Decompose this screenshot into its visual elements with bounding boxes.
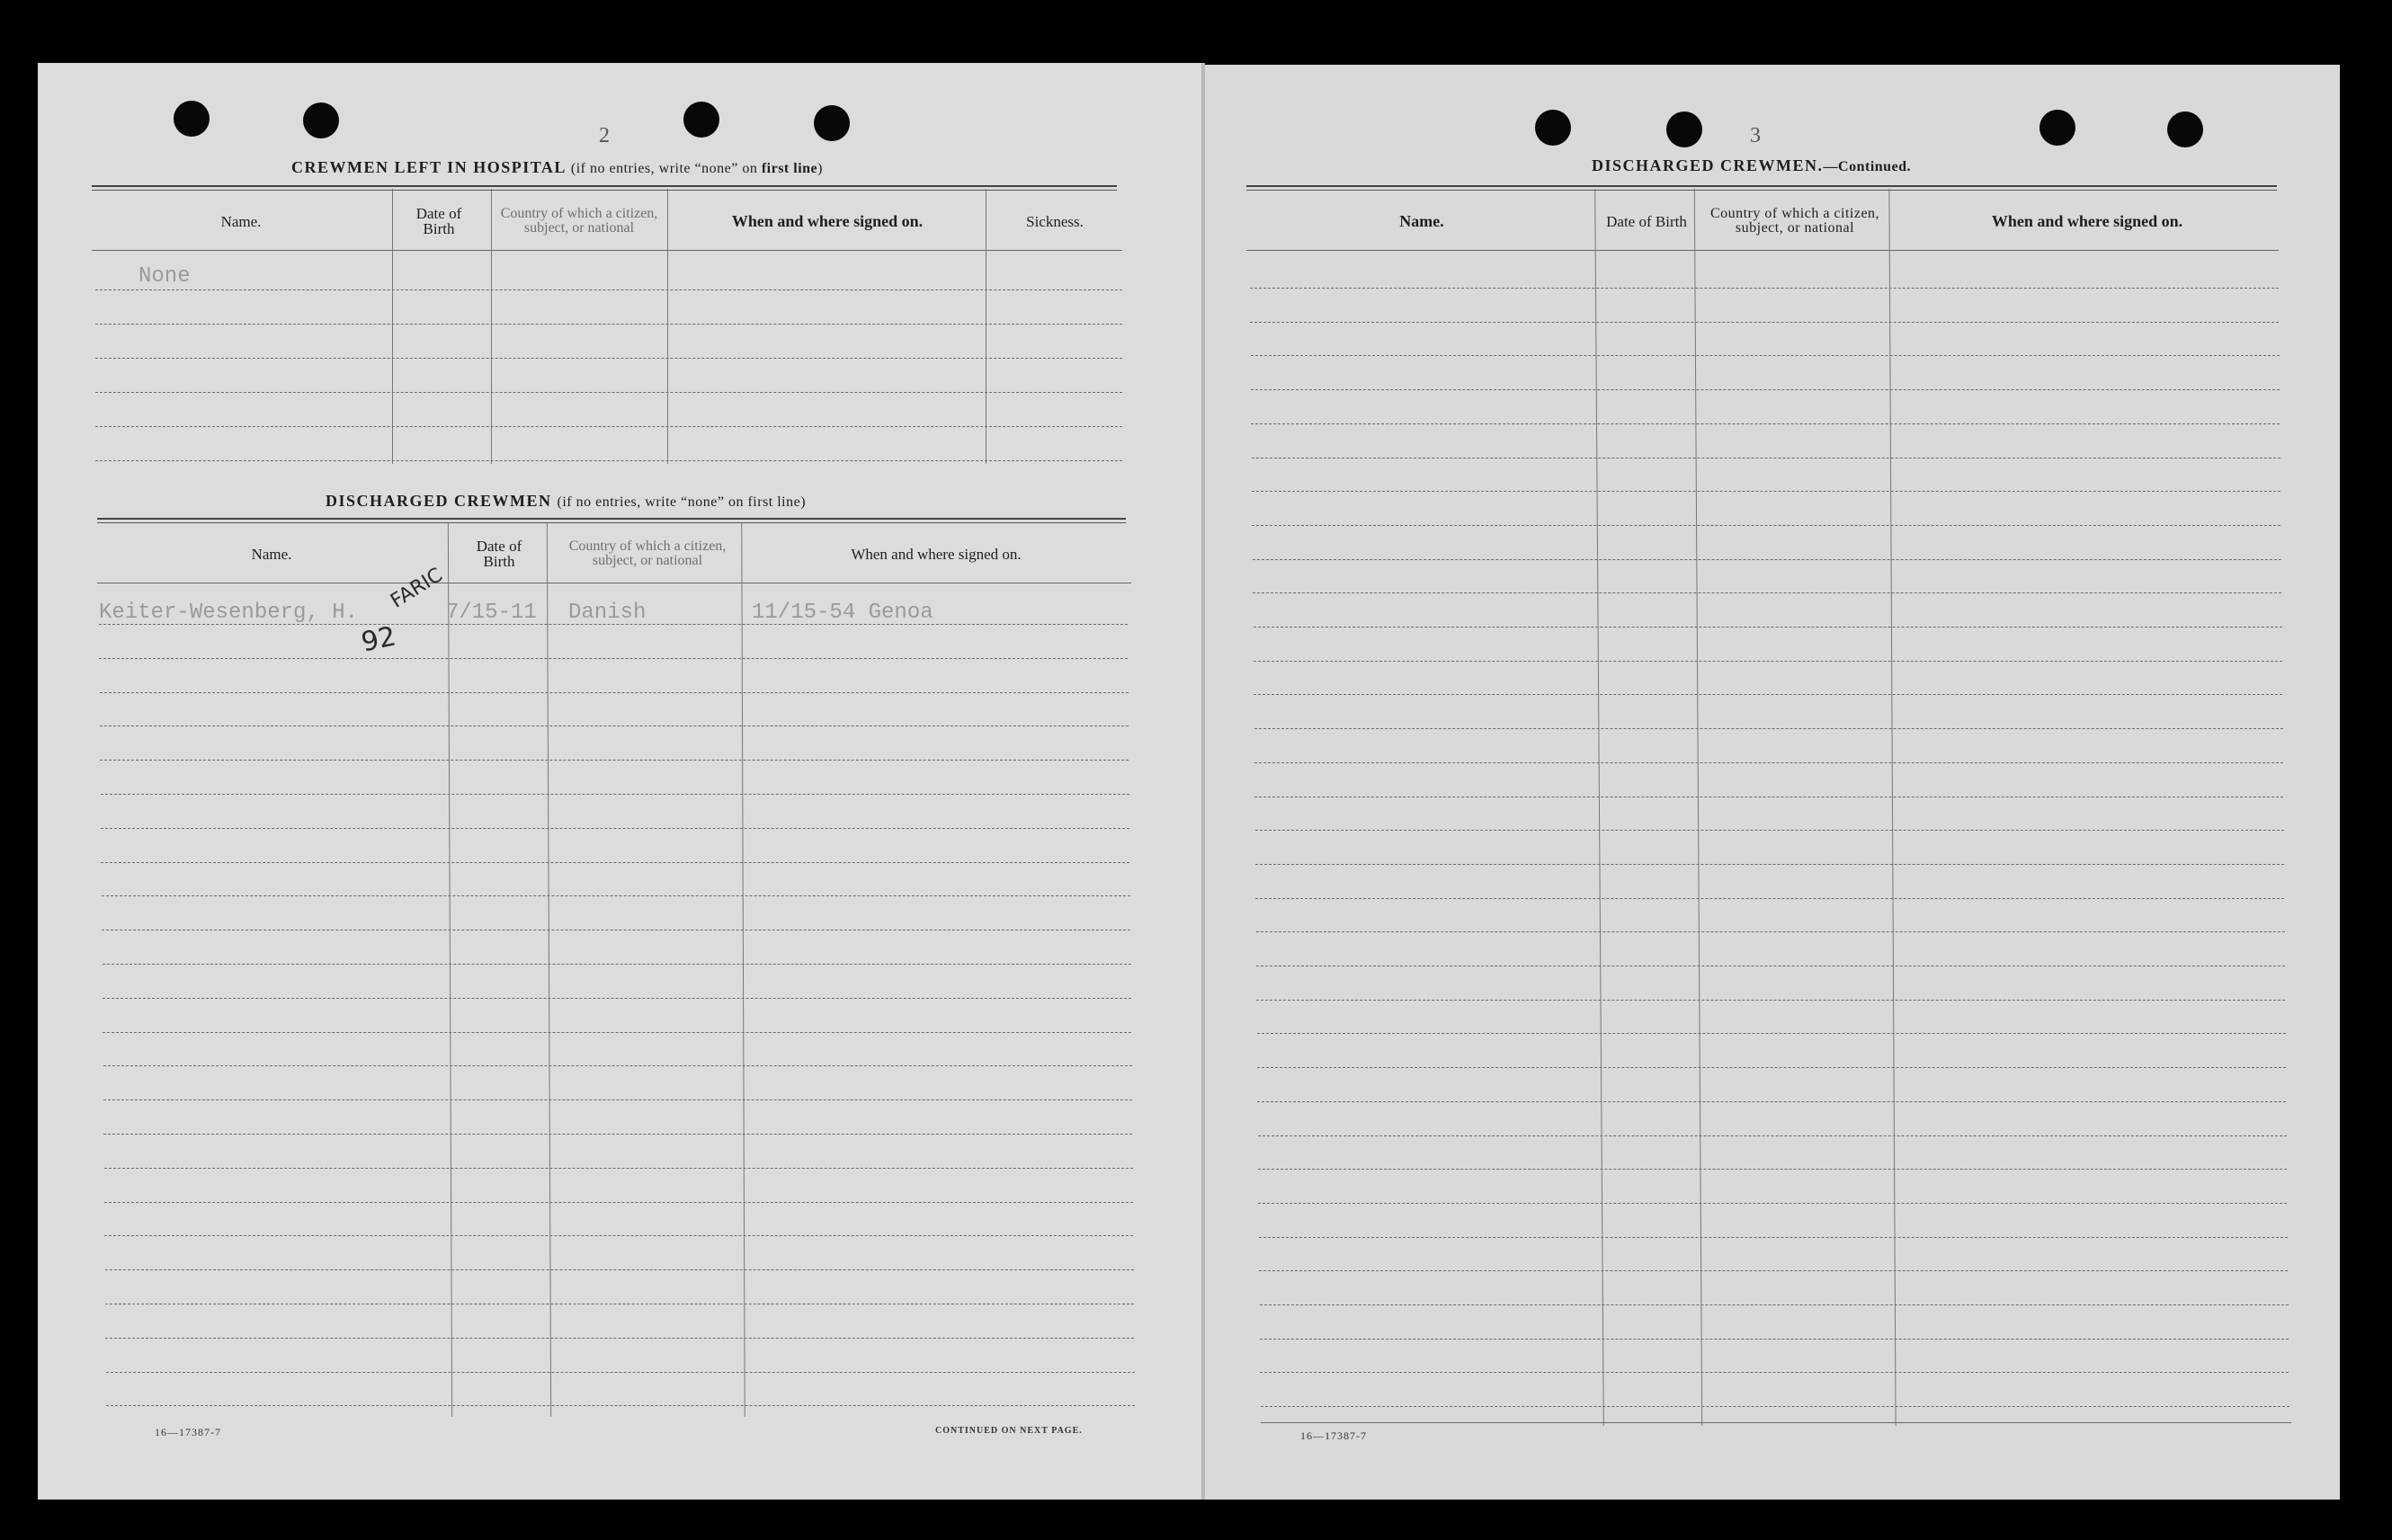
left-page (38, 63, 1203, 1500)
entry-line (1254, 661, 2282, 662)
entry-line (1254, 762, 2283, 763)
entry-line (1252, 525, 2280, 526)
discharged-col-signed-on: When and where signed on. (851, 545, 1022, 563)
discharged-continued-suffix: —Continued. (1823, 159, 1912, 174)
discharged-continued-title (1592, 156, 1911, 175)
entry-line (1258, 1135, 2287, 1136)
hospital-entry-line (95, 460, 1122, 461)
punch-hole (1535, 110, 1571, 146)
handwritten-annotation-number: 92 (358, 620, 399, 659)
hospital-entry-line (95, 358, 1122, 359)
entry-line (106, 1405, 1135, 1406)
entry-line (1251, 423, 2280, 424)
right-col-signed-on: When and where signed on. (1991, 211, 2183, 230)
entry-line (1250, 288, 2279, 289)
entry-line (1257, 1101, 2286, 1102)
entry-line (101, 828, 1129, 829)
entry-line (1257, 1033, 2286, 1034)
discharged-entry-dob: 7/15-11 (446, 601, 537, 625)
discharged-entry-signed-on: 11/15-54 Genoa (752, 601, 933, 625)
punch-hole (2039, 110, 2075, 146)
entry-line (1258, 1169, 2287, 1170)
entry-line (101, 862, 1129, 863)
entry-line (103, 1099, 1132, 1100)
entry-line (1260, 1339, 2289, 1340)
page-number: 2 (599, 124, 610, 147)
discharged-col-country: Country of which a citizen, subject, or national (568, 539, 727, 568)
entry-line (1253, 592, 2281, 593)
punch-hole (174, 101, 210, 137)
hospital-entry-line (95, 426, 1122, 427)
entry-line (103, 1065, 1132, 1066)
entry-line (99, 658, 1128, 659)
entry-line (105, 1338, 1134, 1339)
hospital-title-text: CREWMEN LEFT IN HOSPITAL (291, 158, 566, 176)
entry-line (101, 794, 1129, 795)
hospital-col-country: Country of which a citizen, subject, or national (500, 206, 658, 236)
hospital-col-divider (667, 189, 668, 464)
entry-line (1258, 1203, 2287, 1204)
right-bottom-rule (1261, 1422, 2291, 1423)
right-header-rule (1246, 250, 2279, 251)
hospital-entry-line (95, 392, 1122, 393)
entry-line (1259, 1270, 2288, 1271)
hospital-entry-line (95, 324, 1122, 325)
hospital-col-dob: Date of Birth (415, 205, 462, 237)
entry-line (1261, 1406, 2289, 1407)
entry-line (1254, 694, 2282, 695)
discharged-instruction: (if no entries, write “none” on first line) (557, 494, 807, 510)
discharged-section-title (326, 492, 806, 511)
hospital-col-signed-on: When and where signed on. (731, 211, 924, 230)
entry-line (103, 1032, 1131, 1033)
page-fold (1201, 63, 1205, 1500)
entry-line (102, 895, 1130, 896)
page-number: 3 (1750, 124, 1761, 147)
entry-line (1256, 1000, 2285, 1001)
right-top-rule (1246, 185, 2277, 191)
right-col-name: Name. (1399, 211, 1444, 230)
punch-hole (2167, 111, 2203, 147)
entry-line (1250, 322, 2279, 323)
entry-line (103, 998, 1131, 999)
entry-line (100, 760, 1129, 761)
discharged-continued-title-text: DISCHARGED CREWMEN. (1592, 156, 1824, 174)
discharged-entry-name: Keiter-Wesenberg, H. (99, 601, 359, 625)
entry-line (103, 964, 1131, 965)
entry-line (106, 1372, 1135, 1373)
hospital-col-sickness: Sickness. (1026, 212, 1084, 230)
hospital-entry-none: None (138, 264, 191, 289)
punch-hole (814, 105, 850, 141)
entry-line (1256, 931, 2285, 932)
entry-line (104, 1168, 1133, 1169)
right-col-dob: Date of Birth (1606, 212, 1687, 230)
right-col-country: Country of which a citizen, subject, or national (1709, 206, 1880, 236)
entry-line (1260, 1304, 2289, 1305)
hospital-header-rule (92, 250, 1122, 251)
entry-line (1255, 830, 2284, 831)
discharged-col-dob: Date of Birth (476, 538, 522, 570)
entry-line (105, 1269, 1134, 1270)
entry-line (1259, 1237, 2288, 1238)
entry-line (1251, 389, 2280, 390)
handwritten-annotation-word: FARIC (387, 564, 447, 613)
entry-line (100, 692, 1129, 693)
discharged-entry-country: Danish (568, 601, 647, 625)
punch-hole (683, 102, 719, 138)
entry-line (1260, 1372, 2289, 1373)
hospital-entry-line (95, 289, 1122, 290)
entry-line (103, 1134, 1132, 1135)
hospital-section-title (291, 158, 823, 177)
hospital-top-rule (92, 185, 1117, 191)
entry-line (104, 1235, 1133, 1236)
punch-hole (303, 102, 339, 138)
entry-line (100, 725, 1129, 726)
discharged-top-rule (97, 518, 1126, 523)
discharged-col-name: Name. (251, 545, 292, 563)
entry-line (1254, 627, 2282, 628)
right-page (1203, 65, 2340, 1500)
hospital-col-name: Name. (220, 212, 262, 230)
form-number: 16—17387-7 (155, 1426, 221, 1438)
entry-line (1254, 728, 2283, 729)
entry-line (1255, 898, 2284, 899)
form-number: 16—17387-7 (1300, 1429, 1367, 1442)
hospital-instruction: (if no entries, write “none” on first line) (570, 161, 823, 176)
hospital-col-divider (392, 189, 393, 464)
entry-line (1252, 491, 2280, 492)
hospital-col-divider (491, 189, 492, 464)
entry-line (1257, 1067, 2286, 1068)
punch-hole (1666, 111, 1702, 147)
continued-note: CONTINUED ON NEXT PAGE. (935, 1426, 1083, 1436)
entry-line (1255, 864, 2284, 865)
entry-line (1251, 355, 2280, 356)
discharged-title-text: DISCHARGED CREWMEN (326, 492, 552, 510)
entry-line (1253, 559, 2281, 560)
entry-line (104, 1202, 1133, 1203)
